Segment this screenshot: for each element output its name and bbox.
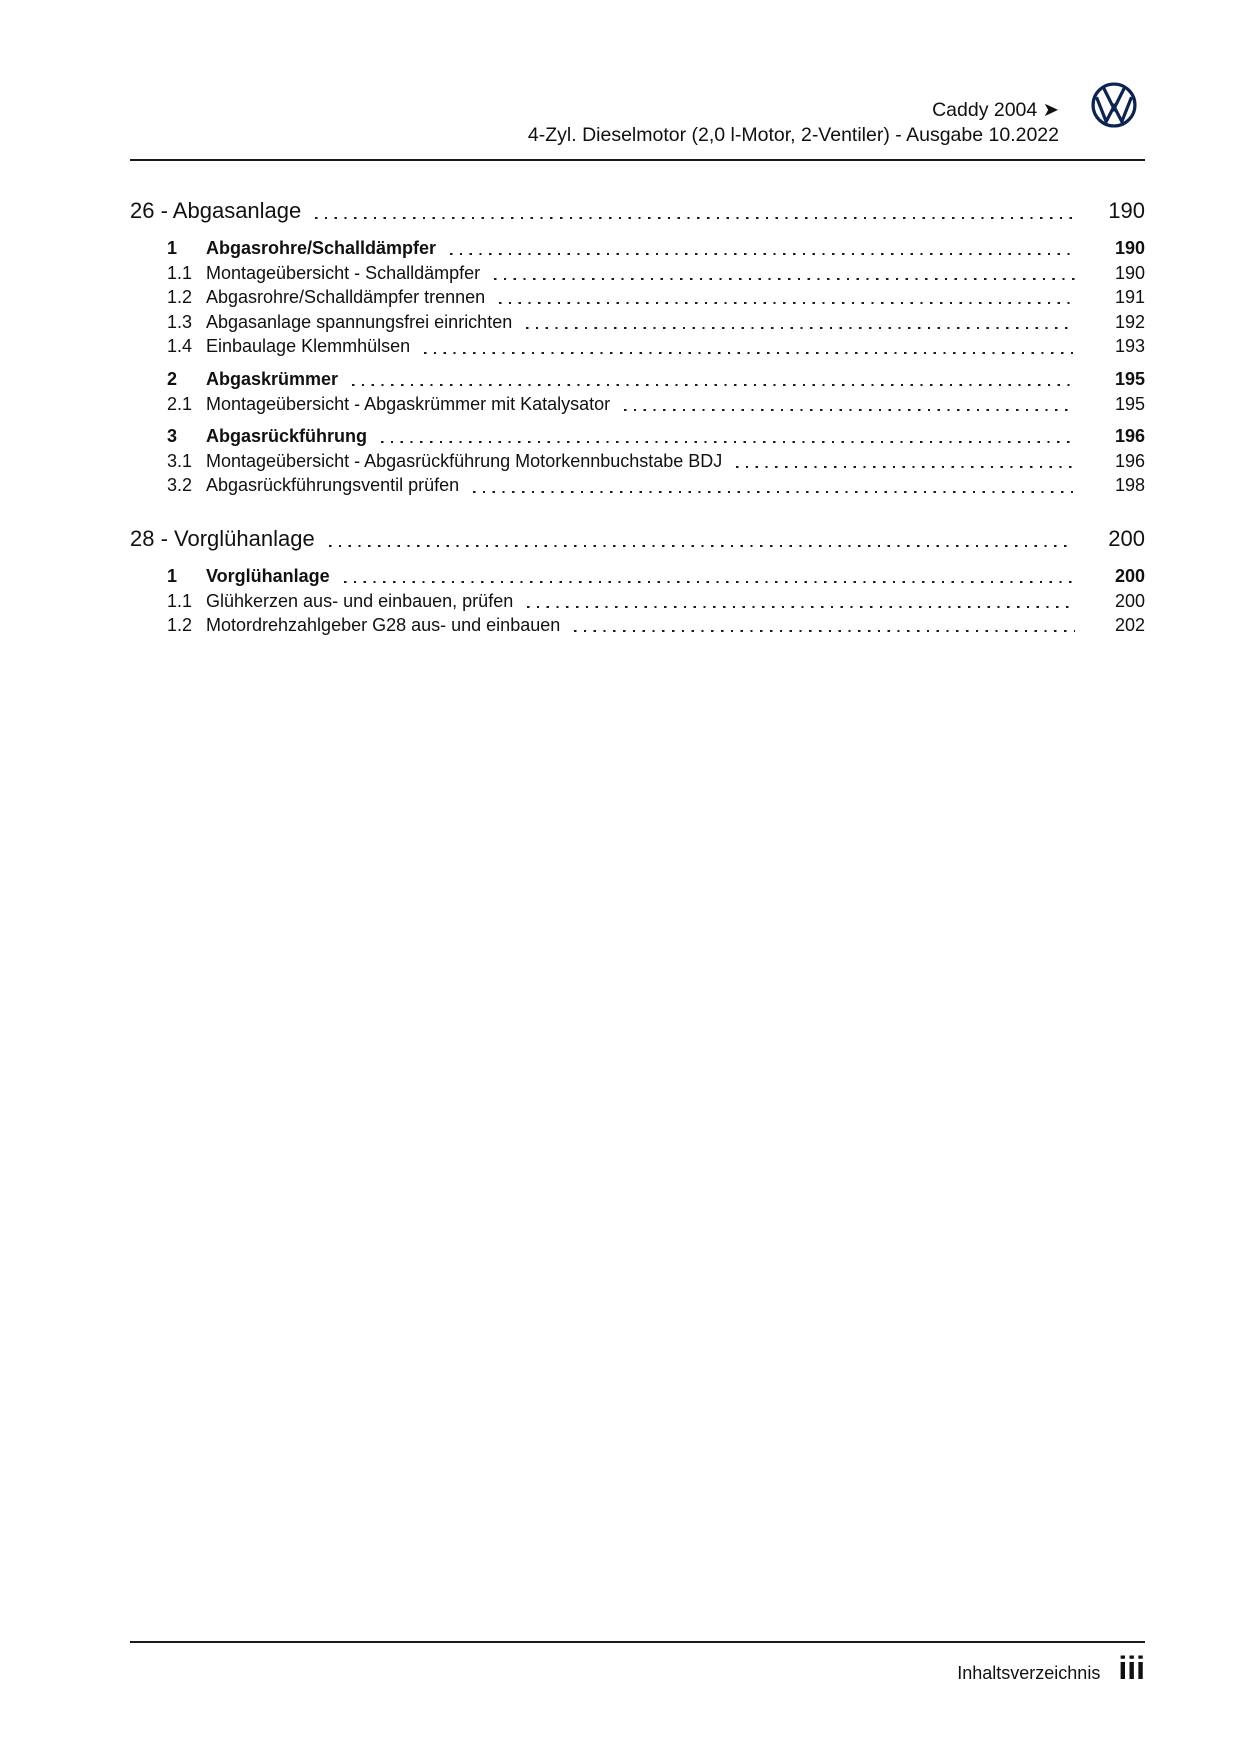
toc-entry-row[interactable] [130,613,1145,638]
entry-number: 2.1 [167,393,193,414]
toc-entry-row[interactable] [130,449,1145,474]
dot-leader [381,424,1075,449]
model-title: Caddy 2004 ➤ [932,99,1059,121]
entry-page-number: 195 [1114,393,1145,414]
dot-leader [494,261,1075,286]
toc-entry-row[interactable] [130,236,1145,261]
dot-leader [499,285,1075,310]
toc-entry-row[interactable] [130,392,1145,417]
entry-title: Abgasrückführungsventil prüfen [206,475,460,496]
footer-rule [130,1641,1145,1643]
entry-page-number: 202 [1114,615,1145,636]
footer-page-number: iii [1118,1650,1145,1686]
dot-leader [624,392,1075,417]
toc-chapter-row[interactable] [130,196,1145,226]
entry-page-number: 190 [1114,238,1145,258]
toc-entry-row[interactable] [130,589,1145,614]
entry-page-number: 193 [1114,336,1145,357]
dot-leader [344,564,1075,589]
footer-section-label: Inhaltsverzeichnis [957,1663,1101,1683]
dot-leader [527,589,1075,614]
footer-line [130,1652,1145,1684]
entry-number: 1 [167,238,178,258]
toc [130,196,1145,638]
header-text [528,98,1059,147]
toc-entry-row[interactable] [130,285,1145,310]
dot-leader [315,196,1073,226]
dot-leader [526,310,1075,335]
entry-page-number: 200 [1114,565,1145,586]
entry-page-number: 198 [1114,475,1145,496]
chapter-label: 28 - Vorglühanlage [130,525,315,551]
toc-entry-row[interactable] [130,334,1145,359]
toc-entry-row[interactable] [130,564,1145,589]
chapter-label: 26 - Abgasanlage [130,198,302,223]
entry-title: Vorglühanlage [206,565,330,586]
entry-title: Abgasanlage spannungsfrei einrichten [206,311,513,332]
entry-title: Montageübersicht - Schalldämpfer [206,262,481,283]
toc-entry-row[interactable] [130,424,1145,449]
vw-logo-icon [1091,82,1137,128]
page-header [130,98,1145,147]
toc-entry-row[interactable] [130,261,1145,286]
entry-page-number: 200 [1114,590,1145,611]
entry-number: 1.4 [167,336,193,357]
entry-number: 3 [167,426,178,447]
entry-page-number: 195 [1114,368,1145,389]
entry-number: 1 [167,565,178,586]
chapter-page-number: 190 [1108,198,1145,223]
dot-leader [352,367,1075,392]
entry-page-number: 196 [1114,426,1145,447]
entry-page-number: 196 [1114,450,1145,471]
entry-number: 3.1 [167,450,193,471]
entry-title: Montageübersicht - Abgasrückführung Motorkennbuchstabe BDJ [206,450,723,471]
dot-leader [574,613,1075,638]
entry-number: 1.2 [167,615,193,636]
entry-number: 3.2 [167,475,193,496]
entry-page-number: 191 [1114,287,1145,308]
entry-title: Einbaulage Klemmhülsen [206,336,411,357]
page-content [130,0,1145,638]
toc-entry-row[interactable] [130,367,1145,392]
dot-leader [473,473,1075,498]
entry-title: Abgasrückführung [206,426,368,447]
entry-number: 1.1 [167,262,193,283]
entry-title: Glühkerzen aus- und einbauen, prüfen [206,590,514,611]
entry-title: Motordrehzahlgeber G28 aus- und einbauen [206,615,561,636]
dot-leader [450,236,1075,261]
toc-chapter-row[interactable] [130,524,1145,554]
chapter-page-number: 200 [1108,525,1145,551]
toc-entry-row[interactable] [130,310,1145,335]
toc-entry-row[interactable] [130,473,1145,498]
dot-leader [736,449,1075,474]
entry-number: 2 [167,368,178,389]
entry-number: 1.2 [167,287,193,308]
engine-subtitle: 4-Zyl. Dieselmotor (2,0 l-Motor, 2-Ventiler) - Ausgabe 10.2022 [527,123,1059,146]
header-rule [130,159,1145,161]
dot-leader [329,524,1073,554]
entry-title: Abgaskrümmer [206,368,339,389]
entry-title: Abgasrohre/Schalldämpfer trennen [206,287,486,308]
entry-page-number: 192 [1114,311,1145,332]
entry-number: 1.1 [167,590,193,611]
page-footer [130,1641,1145,1684]
dot-leader [424,334,1075,359]
entry-page-number: 190 [1114,262,1145,283]
entry-title: Montageübersicht - Abgaskrümmer mit Katalysator [206,393,611,414]
entry-title: Abgasrohre/Schalldämpfer [206,238,437,258]
entry-number: 1.3 [167,311,193,332]
